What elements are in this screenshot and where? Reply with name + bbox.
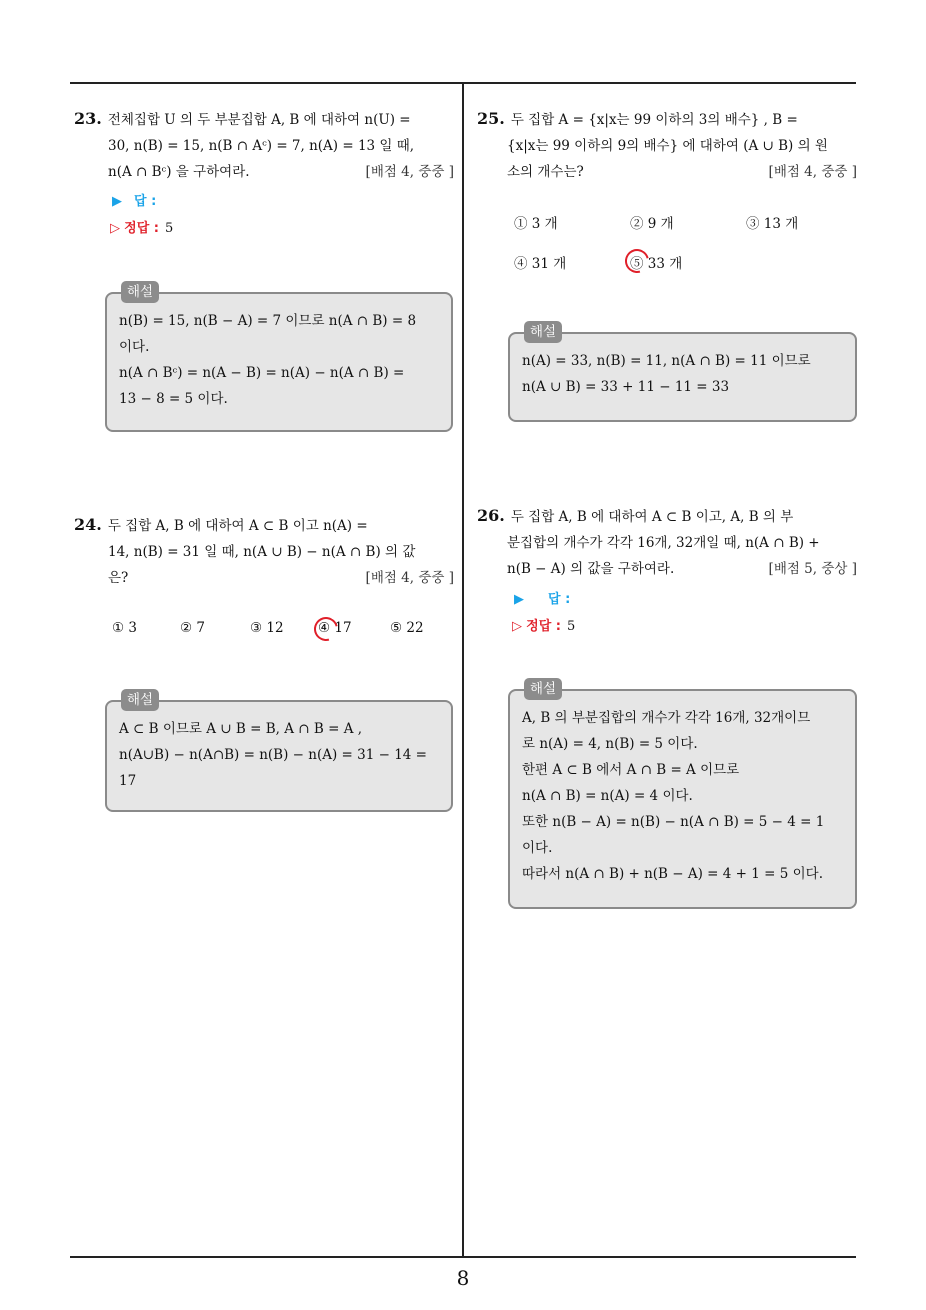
score-label: [배점 4, 중중 ] [365,164,454,180]
solution-line: 이다. [522,840,553,856]
outline-triangle-icon: ▷ [512,619,522,634]
column-divider [462,84,464,1258]
choice-4[interactable]: ④ 17 [318,620,352,636]
correct-value: 5 [164,221,174,236]
solution-line: n(A) = 33, n(B) = 11, n(A ∩ B) = 11 이므로 [522,353,811,369]
solution-line: n(A ∪ B) = 33 + 11 − 11 = 33 [522,379,730,395]
correct-label: 정답 : [526,619,561,634]
solution-tab: 해설 [121,689,159,711]
question-number: 25. [477,109,505,128]
question-text: {x|x는 99 이하의 9의 배수} 에 대하여 (A ∪ B) 의 원 [507,138,828,154]
question-24 [74,512,454,591]
choice-3[interactable]: ③ 12 [250,620,284,636]
solution-tab: 해설 [524,321,562,343]
choice-list [112,620,452,644]
solution-line: 13 − 8 = 5 이다. [119,391,228,407]
choice-3[interactable]: ③ 13 개 [746,216,799,232]
choice-5[interactable]: ⑤ 22 [390,620,424,636]
choice-5[interactable]: ⑤ 33 개 [630,256,683,272]
choice-2[interactable]: ② 9 개 [630,216,674,232]
score-label: [배점 4, 중중 ] [768,164,857,180]
question-text: 전체집합 U 의 두 부분집합 A, B 에 대하여 n(U) = [107,112,411,128]
answer-label: 답 : [134,194,157,209]
solution-box [105,284,453,432]
question-text: 은? [108,570,129,586]
outline-triangle-icon: ▷ [110,221,120,236]
solution-box [105,692,453,812]
correct-answer [512,615,575,634]
solution-box [508,681,857,909]
solution-tab: 해설 [524,678,562,700]
question-text: n(B − A) 의 값을 구하여라. [507,561,675,577]
answer-field[interactable] [112,190,156,209]
bottom-rule [70,1256,856,1258]
choice-2[interactable]: ② 7 [180,620,205,636]
score-label: [배점 5, 중상 ] [768,561,857,577]
choice-list [514,212,854,272]
question-25 [477,106,857,185]
question-text: 30, n(B) = 15, n(B ∩ Aᶜ) = 7, n(A) = 13 일 때, [108,138,415,154]
solution-line: A, B 의 부분집합의 개수가 각각 16개, 32개이므 [522,710,811,726]
play-icon: ▶ [112,194,122,209]
question-text: 두 집합 A, B 에 대하여 A ⊂ B 이고 n(A) = [107,518,368,534]
question-number: 23. [74,109,102,128]
question-text: 두 집합 A, B 에 대하여 A ⊂ B 이고, A, B 의 부 [510,509,794,525]
question-text: 두 집합 A = {x|x는 99 이하의 3의 배수} , B = [510,112,798,128]
solution-box [508,324,857,422]
question-number: 26. [477,506,505,525]
question-text: n(A ∩ Bᶜ) 을 구하여라. [108,164,250,180]
solution-line: 이다. [119,339,150,355]
answer-field[interactable] [514,588,570,607]
solution-line: 로 n(A) = 4, n(B) = 5 이다. [522,736,698,752]
choice-4[interactable]: ④ 31 개 [514,256,567,272]
question-text: 14, n(B) = 31 일 때, n(A ∪ B) − n(A ∩ B) 의 값 [108,544,416,560]
choice-1[interactable]: ① 3 개 [514,216,558,232]
question-26 [477,503,857,582]
solution-line: n(A ∩ B) = n(A) = 4 이다. [522,788,693,804]
solution-line: 따라서 n(A ∩ B) + n(B − A) = 4 + 1 = 5 이다. [522,866,824,882]
correct-choice-circle [310,613,343,646]
correct-value: 5 [566,619,576,634]
correct-label: 정답 : [124,221,159,236]
page-number: 8 [456,1266,470,1290]
solution-line: n(B) = 15, n(B − A) = 7 이므로 n(A ∩ B) = 8 [119,313,417,329]
question-23 [74,106,454,185]
solution-line: A ⊂ B 이므로 A ∪ B = B, A ∩ B = A , [119,721,363,737]
correct-answer [110,217,173,236]
solution-line: n(A ∩ Bᶜ) = n(A − B) = n(A) − n(A ∩ B) = [119,365,405,381]
question-text: 소의 개수는? [507,164,584,180]
solution-line: 17 [119,773,137,789]
question-text: 분집합의 개수가 각각 16개, 32개일 때, n(A ∩ B) + [507,535,820,551]
play-icon: ▶ [514,592,524,607]
solution-tab: 해설 [121,281,159,303]
solution-line: n(A∪B) − n(A∩B) = n(B) − n(A) = 31 − 14 = [119,747,427,763]
score-label: [배점 4, 중중 ] [365,570,454,586]
correct-choice-circle [621,245,654,278]
choice-1[interactable]: ① 3 [112,620,137,636]
question-number: 24. [74,515,102,534]
solution-line: 한편 A ⊂ B 에서 A ∩ B = A 이므로 [522,762,740,778]
answer-label: 답 : [548,592,571,607]
solution-line: 또한 n(B − A) = n(B) − n(A ∩ B) = 5 − 4 = 1 [522,814,825,830]
